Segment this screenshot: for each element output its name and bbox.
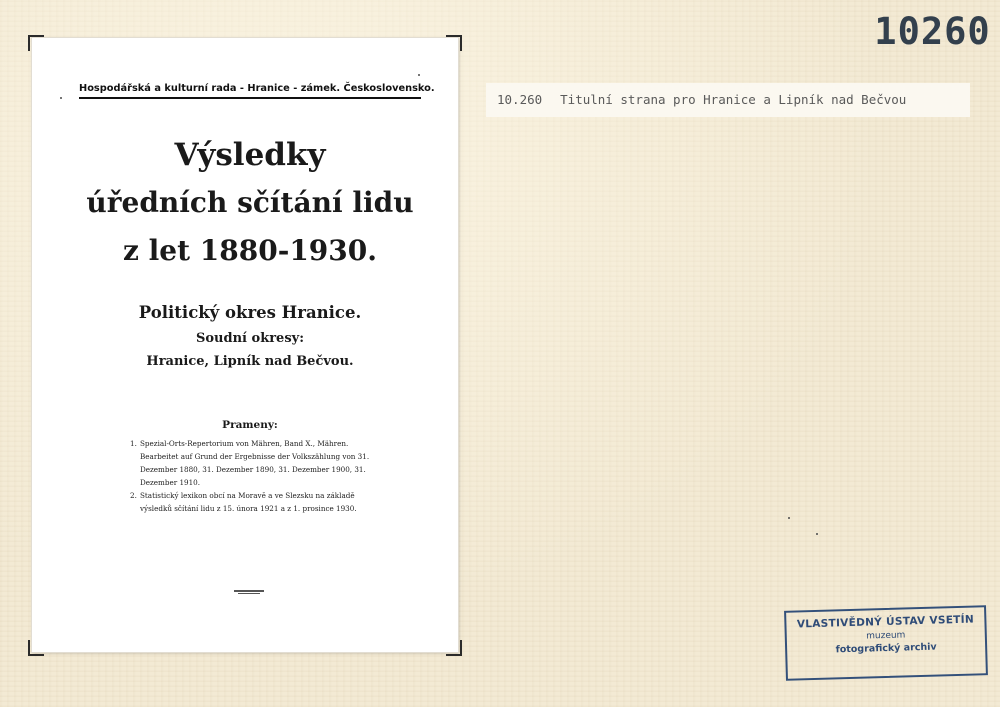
dust-speck bbox=[418, 74, 420, 76]
caption-text: Titulní strana pro Hranice a Lipník nad Bečvou bbox=[560, 92, 907, 107]
stamp-museum: muzeum bbox=[866, 630, 906, 642]
caption-number: 10.260 bbox=[497, 92, 543, 107]
document-title-line: z let 1880-1930. bbox=[122, 234, 377, 267]
dust-speck bbox=[816, 533, 818, 535]
archive-stamp bbox=[784, 605, 988, 681]
courts-label: Soudní okresy: bbox=[196, 331, 304, 346]
source-number: 1. bbox=[130, 439, 137, 448]
source-number: 2. bbox=[130, 491, 137, 500]
document-header: Hospodářská a kulturní rada - Hranice - zámek. Československo. bbox=[79, 83, 421, 99]
caption bbox=[497, 92, 906, 107]
source-text: Spezial-Orts-Repertorium von Mähren, Band X., Mähren. Bearbeitet auf Grund der Ergebnisse der Volkszählung von 31. Dezember 1880, 31. Dezember 1890, 31. Dezember 1900, 31. Dezember 1910. bbox=[140, 439, 370, 487]
photo-corner-mount bbox=[28, 35, 44, 51]
document-title-line: úředních sčítání lidu bbox=[86, 186, 414, 219]
photo-corner-mount bbox=[28, 640, 44, 656]
stamp-institution: VLASTIVĚDNÝ ÚSTAV VSETÍN bbox=[796, 613, 975, 631]
printer-mark bbox=[232, 589, 266, 595]
photo-corner-mount bbox=[446, 35, 462, 51]
source-item bbox=[130, 437, 370, 489]
stamp-archive: fotografický archiv bbox=[835, 641, 937, 656]
source-item bbox=[130, 489, 370, 515]
dust-speck bbox=[788, 517, 790, 519]
source-text: Statistický lexikon obcí na Moravě a ve Slezsku na základě výsledků sčítání lidu z 15. února 1921 a z 1. prosince 1930. bbox=[140, 491, 357, 513]
archive-number: 10260 bbox=[874, 10, 991, 53]
district-heading: Politický okres Hranice. bbox=[138, 303, 362, 322]
courts-list: Hranice, Lipník nad Bečvou. bbox=[146, 354, 354, 369]
dust-speck bbox=[60, 97, 62, 99]
photo-corner-mount bbox=[446, 640, 462, 656]
document-title-line: Výsledky bbox=[174, 137, 326, 173]
sources-heading: Prameny: bbox=[222, 419, 278, 431]
